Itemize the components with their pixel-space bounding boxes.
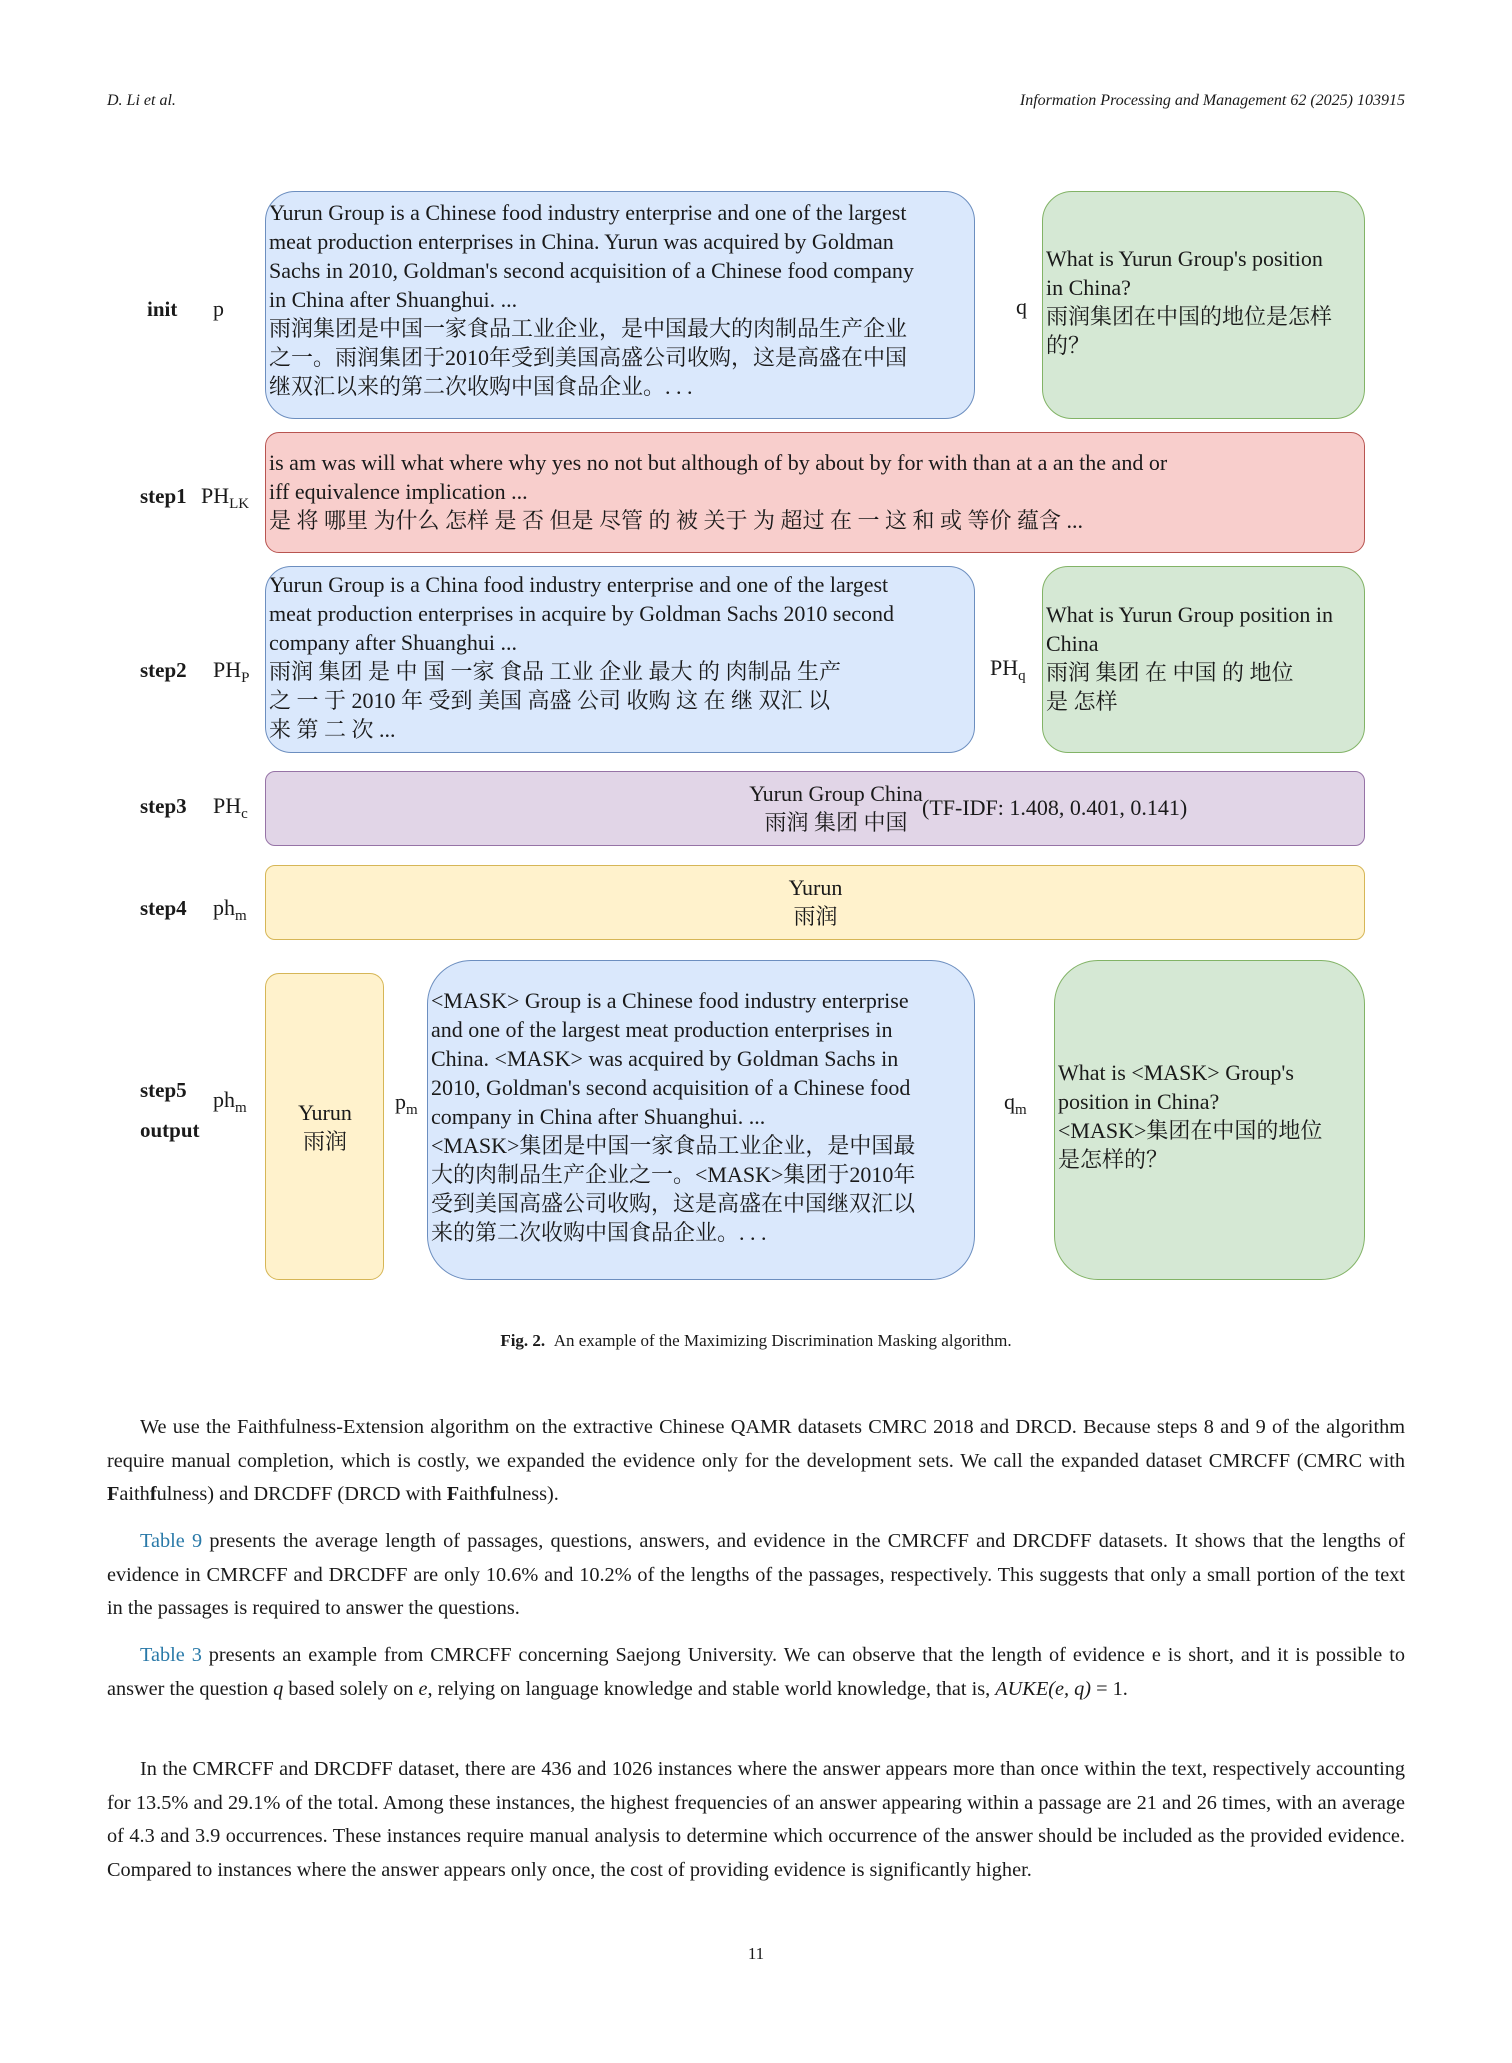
question-line: China — [1046, 631, 1099, 656]
question-line: What is Yurun Group's position — [1046, 246, 1323, 271]
paragraph-1: We use the Faithfulness-Extension algorithm on the extractive Chinese QAMR datasets CMRC 2018 and DRCD. Because steps 8 and 9 of the algorithm require manual completion, which is costly, we expanded the evidence only for the development sets. We call the expanded dataset CMRCFF (CMRC with Faithfulness) and DRCDFF (DRCD with Faithfulness). — [107, 1416, 1405, 1505]
question-line: 雨润 集团 在 中国 的 地位 — [1046, 660, 1294, 685]
masked-phrase-en: Yurun — [788, 875, 843, 900]
var-q: q — [1016, 294, 1027, 319]
passage-box-step2 — [265, 566, 975, 753]
var-p: p — [213, 296, 224, 321]
language-knowledge-box — [265, 432, 1365, 553]
var-ph-q: $PH_q$ — [990, 655, 1026, 684]
passage-line: 大的肉制品生产企业之一。<MASK>集团于2010年 — [431, 1162, 916, 1187]
figure-caption-label: Fig. 2. — [500, 1331, 546, 1350]
step-label-step1: step1 — [140, 484, 187, 508]
candidate-words-en: Yurun Group China — [749, 781, 923, 806]
var-q-m: $q_m$ — [1004, 1089, 1027, 1118]
passage-line: and one of the largest meat production enterprises in — [431, 1017, 893, 1042]
paragraph-2: Table 9 presents the average length of passages, questions, answers, and evidence in the CMRCFF and DRCDFF datasets. It shows that the lengths of evidence in CMRCFF and DRCDFF are only 10.6% and 10.2% of the lengths of the passages, respectively. This suggests that only a small portion of the text in the passages is required to answer the questions. — [107, 1530, 1406, 1619]
question-box-init — [1042, 191, 1365, 419]
question-line: 雨润集团在中国的地位是怎样 — [1046, 304, 1333, 329]
figure-caption — [0, 1331, 1512, 1351]
masked-phrase-zh: 雨润 — [793, 904, 838, 929]
table-9-link[interactable]: Table 9 — [140, 1530, 203, 1552]
passage-line: 来 第 二 次 ... — [269, 717, 396, 742]
question-line: What is Yurun Group position in — [1046, 602, 1333, 627]
passage-line: 之一。雨润集团于2010年受到美国高盛公司收购，这是高盛在中国 — [269, 345, 908, 370]
question-box-step2 — [1042, 566, 1365, 753]
passage-line: <MASK>集团是中国一家食品工业企业，是中国最 — [431, 1133, 916, 1158]
table-3-link[interactable]: Table 3 — [140, 1644, 202, 1666]
passage-line: 雨润 集团 是 中 国 一家 食品 工业 企业 最大 的 肉制品 生产 — [269, 659, 842, 684]
question-line: <MASK>集团在中国的地位 — [1058, 1118, 1323, 1143]
candidate-phrases-box — [265, 771, 1365, 846]
masked-passage-box — [427, 960, 975, 1280]
passage-line: Sachs in 2010, Goldman's second acquisition of a Chinese food company — [269, 258, 914, 283]
paragraph-4: In the CMRCFF and DRCDFF dataset, there are 436 and 1026 instances where the answer appears more than once within the text, respectively accounting for 13.5% and 29.1% of the total. Among these instances, the highest frequencies of an answer appearing within a passage are 21 and 26 times, with an average of 4.3 and 3.9 occurrences. These instances require manual analysis to determine which occurrence of the answer should be included as the provided evidence. Compared to instances where the answer appears only once, the cost of providing evidence is significantly higher. — [107, 1758, 1405, 1881]
passage-line: <MASK> Group is a Chinese food industry enterprise — [431, 988, 909, 1013]
passage-line: in China after Shuanghui. ... — [269, 287, 518, 312]
question-line: 是怎样的？ — [1058, 1147, 1169, 1172]
figure-caption-text: An example of the Maximizing Discrimination Masking algorithm. — [553, 1331, 1012, 1350]
passage-line: company after Shuanghui ... — [269, 630, 518, 655]
auke-formula: AUKE(e, q) — [995, 1677, 1091, 1700]
step-label-step5: step5 — [140, 1078, 187, 1102]
output-phrase-en: Yurun — [298, 1100, 352, 1125]
lk-line: iff equivalence implication ... — [269, 479, 528, 504]
passage-line: meat production enterprises in China. Yurun was acquired by Goldman — [269, 229, 894, 254]
tfidf-scores: (TF-IDF: 1.408, 0.401, 0.141) — [922, 795, 1188, 820]
passage-box-init — [265, 191, 975, 419]
var-ph-c: $PH_c$ — [213, 793, 248, 822]
passage-line: 之 一 于 2010 年 受到 美国 高盛 公司 收购 这 在 继 双汇 以 — [269, 688, 831, 713]
step-label-output: output — [140, 1118, 200, 1142]
passage-line: 2010, Goldman's second acquisition of a Chinese food — [431, 1075, 911, 1100]
question-line: 是 怎样 — [1046, 689, 1118, 714]
running-header-authors: D. Li et al. — [107, 92, 176, 109]
passage-line: Yurun Group is a Chinese food industry enterprise and one of the largest — [269, 200, 907, 225]
masked-phrase-box — [265, 865, 1365, 940]
step-label-init: init — [147, 297, 178, 321]
lk-line: is am was will what where why yes no not but although of by about by for with than at a an the and or — [269, 450, 1168, 475]
passage-line: company in China after Shuanghui. ... — [431, 1104, 766, 1129]
passage-line: 来的第二次收购中国食品企业。. . . — [431, 1220, 767, 1245]
var-ph-p: $PH_P$ — [213, 657, 250, 686]
question-line: What is <MASK> Group's — [1058, 1060, 1294, 1085]
passage-line: 继双汇以来的第二次收购中国食品企业。. . . — [269, 374, 693, 399]
lk-line: 是 将 哪里 为什么 怎样 是 否 但是 尽管 的 被 关于 为 超过 在 一 这 和 或 等价 蕴含 ... — [269, 508, 1084, 533]
var-ph-lk: $PH_{LK}$ — [201, 483, 250, 512]
passage-line: meat production enterprises in acquire by Goldman Sachs 2010 second — [269, 601, 895, 626]
step-label-step4: step4 — [140, 896, 187, 920]
masked-question-box — [1054, 960, 1365, 1280]
var-p-m: $p_m$ — [395, 1089, 418, 1118]
step-label-step3: step3 — [140, 794, 187, 818]
page-number: 11 — [747, 1944, 765, 1963]
passage-line: 受到美国高盛公司收购，这是高盛在中国继双汇以 — [431, 1191, 916, 1216]
passage-line: Yurun Group is a China food industry enterprise and one of the largest — [269, 572, 889, 597]
candidate-words-zh: 雨润 集团 中国 — [764, 810, 908, 835]
var-ph-m-output: $ph_m$ — [213, 1087, 247, 1116]
var-ph-m: $ph_m$ — [213, 895, 247, 924]
paragraph-3: Table 3 presents an example from CMRCFF concerning Saejong University. We can observe that the length of evidence e is short, and it is possible to answer the question q based solely on e, relying on language knowledge and stable world knowledge, that is, AUKE(e, q) = 1. — [107, 1644, 1405, 1700]
question-line: 的？ — [1046, 333, 1091, 358]
output-phrase-box — [265, 973, 384, 1280]
passage-line: China. <MASK> was acquired by Goldman Sachs in — [431, 1046, 899, 1071]
question-line: position in China? — [1058, 1089, 1220, 1114]
question-line: in China? — [1046, 275, 1131, 300]
passage-line: 雨润集团是中国一家食品工业企业，是中国最大的肉制品生产企业 — [269, 316, 908, 341]
step-label-step2: step2 — [140, 658, 187, 682]
output-phrase-zh: 雨润 — [302, 1129, 347, 1154]
running-header-journal: Information Processing and Management 62 (2025) 103915 — [1019, 92, 1405, 109]
